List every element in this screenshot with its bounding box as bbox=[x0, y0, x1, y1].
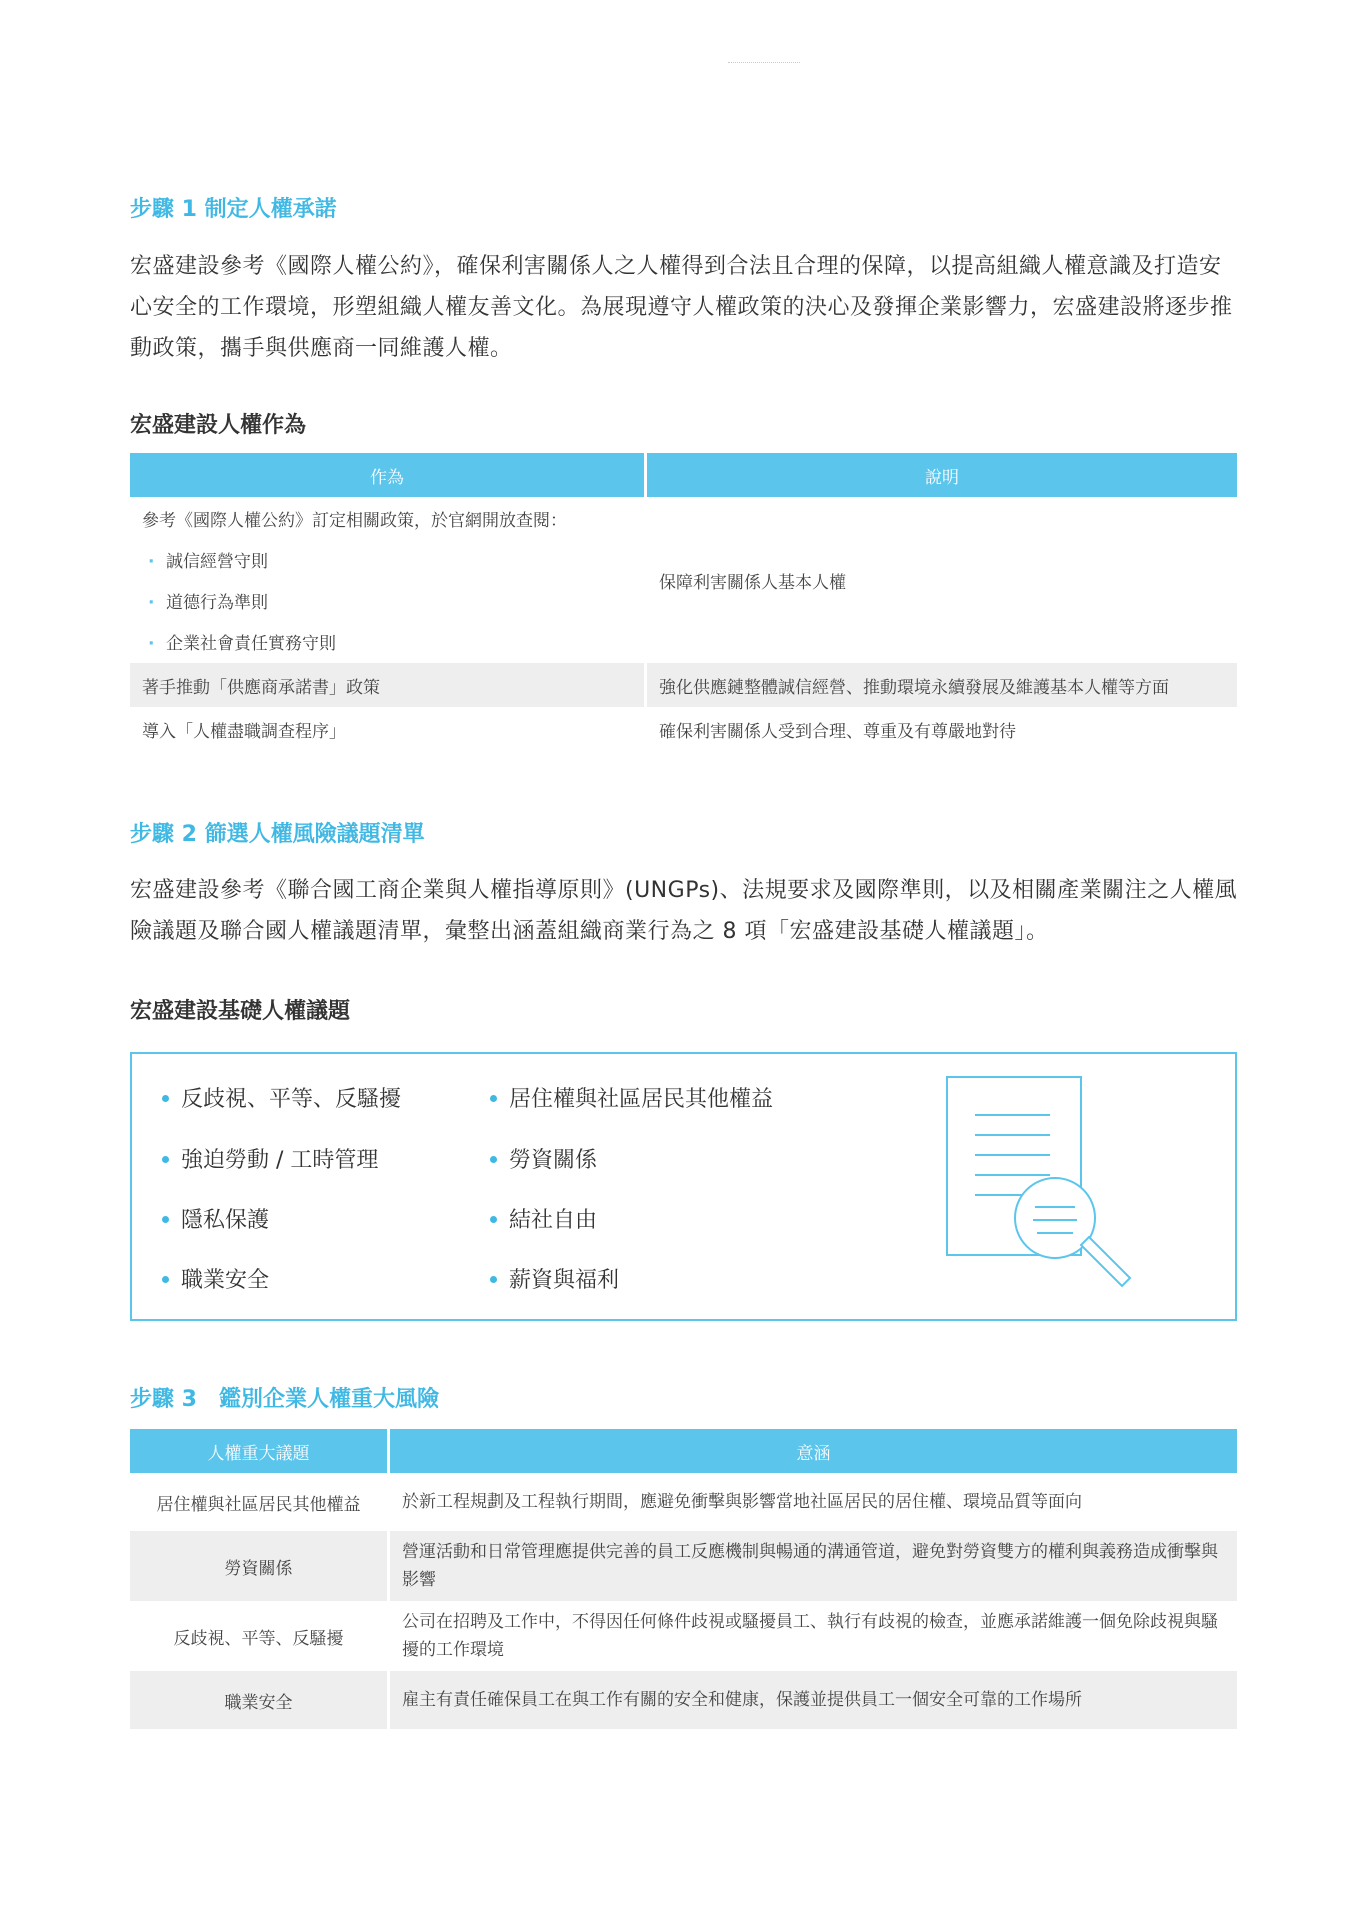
issue-item: 隱私保護 bbox=[162, 1203, 269, 1234]
table-cell-action bbox=[130, 497, 647, 663]
step2-paragraph: 宏盛建設參考《聯合國工商企業與人權指導原則》(UNGPs)、法規要求及國際準則，以及相關產業關注之人權風險議題及聯合國人權議題清單，彙整出涵蓋組織商業行為之 8 項「宏盛建設基礎人權議題」。 bbox=[130, 878, 1238, 944]
table-cell-description: 強化供應鏈整體誠信經營、推動環境永續發展及維護基本人權等方面 bbox=[647, 663, 1237, 707]
step1-table-title: 宏盛建設人權作為 bbox=[130, 413, 307, 438]
table-row bbox=[130, 1601, 1237, 1671]
issue-item: 強迫勞動 / 工時管理 bbox=[162, 1143, 378, 1174]
table-cell-meaning: 營運活動和日常管理應提供完善的員工反應機制與暢通的溝通管道，避免對勞資雙方的權利與義務造成衝擊與影響 bbox=[390, 1531, 1237, 1601]
human-rights-actions-table bbox=[130, 453, 1237, 751]
table-cell-description: 保障利害關係人基本人權 bbox=[659, 572, 846, 593]
page-top-mark bbox=[728, 62, 800, 65]
table-row bbox=[130, 707, 1237, 751]
table-cell-action: 導入「人權盡職調查程序」 bbox=[130, 707, 647, 751]
table-cell-meaning: 雇主有責任確保員工在與工作有關的安全和健康，保護並提供員工一個安全可靠的工作場所 bbox=[390, 1671, 1237, 1729]
step2-heading: 步驟 2 篩選人權風險議題清單 bbox=[130, 822, 425, 847]
table-cell-description: 確保利害關係人受到合理、尊重及有尊嚴地對待 bbox=[659, 721, 1016, 742]
step1-heading: 步驟 1 制定人權承諾 bbox=[130, 197, 337, 222]
table-header-action: 作為 bbox=[130, 453, 647, 497]
table-cell-action: 著手推動「供應商承諾書」政策 bbox=[130, 663, 647, 707]
table-row bbox=[130, 663, 1237, 707]
issue-item: 薪資與福利 bbox=[490, 1263, 619, 1294]
table-header-description: 說明 bbox=[647, 453, 1237, 497]
table-cell-issue: 反歧視、平等、反騷擾 bbox=[130, 1601, 390, 1671]
table-row bbox=[130, 497, 1237, 663]
issue-item: 居住權與社區居民其他權益 bbox=[490, 1082, 773, 1113]
policy-item: · 誠信經營守則 bbox=[142, 550, 632, 575]
table-cell-issue: 居住權與社區居民其他權益 bbox=[130, 1473, 390, 1531]
bullet-dot bbox=[490, 1095, 497, 1102]
table-cell-issue: 職業安全 bbox=[130, 1671, 390, 1729]
policy-intro: 參考《國際人權公約》訂定相關政策，於官網開放查閱： bbox=[142, 511, 567, 531]
material-risks-table bbox=[130, 1429, 1237, 1729]
issue-item: 勞資關係 bbox=[490, 1143, 597, 1174]
step1-paragraph: 宏盛建設參考《國際人權公約》，確保利害關係人之人權得到合法且合理的保障，以提高組織人權意識及打造安心安全的工作環境，形塑組織人權友善文化。為展現遵守人權政策的決心及發揮企業影響力，宏盛建設將逐步推動政策，攜手與供應商一同維護人權。 bbox=[130, 254, 1233, 361]
bullet-dot bbox=[162, 1216, 169, 1223]
policy-item: · 企業社會責任實務守則 bbox=[142, 632, 632, 657]
table-cell-meaning: 於新工程規劃及工程執行期間，應避免衝擊與影響當地社區居民的居住權、環境品質等面向 bbox=[402, 1492, 1082, 1512]
table-cell-issue: 勞資關係 bbox=[130, 1531, 390, 1601]
table-row bbox=[130, 1671, 1237, 1729]
issue-item: 結社自由 bbox=[490, 1203, 597, 1234]
document-search-icon bbox=[945, 1075, 1145, 1305]
table-header-meaning: 意涵 bbox=[390, 1429, 1237, 1473]
step3-heading: 步驟 3 鑑別企業人權重大風險 bbox=[130, 1387, 439, 1412]
table-row bbox=[130, 1531, 1237, 1601]
table-cell-meaning: 公司在招聘及工作中，不得因任何條件歧視或騷擾員工、執行有歧視的檢查，並應承諾維護一個免除歧視與騷擾的工作環境 bbox=[402, 1612, 1218, 1660]
issue-item: 反歧視、平等、反騷擾 bbox=[162, 1082, 401, 1113]
table-header-issue: 人權重大議題 bbox=[130, 1429, 390, 1473]
bullet-dot bbox=[490, 1216, 497, 1223]
step2-box-title: 宏盛建設基礎人權議題 bbox=[130, 999, 351, 1024]
bullet-dot bbox=[162, 1276, 169, 1283]
table-row bbox=[130, 1473, 1237, 1531]
policy-item: · 道德行為準則 bbox=[142, 591, 632, 616]
issue-item: 職業安全 bbox=[162, 1263, 269, 1294]
bullet-dot bbox=[490, 1156, 497, 1163]
bullet-dot bbox=[162, 1156, 169, 1163]
bullet-dot bbox=[490, 1276, 497, 1283]
bullet-dot bbox=[162, 1095, 169, 1102]
